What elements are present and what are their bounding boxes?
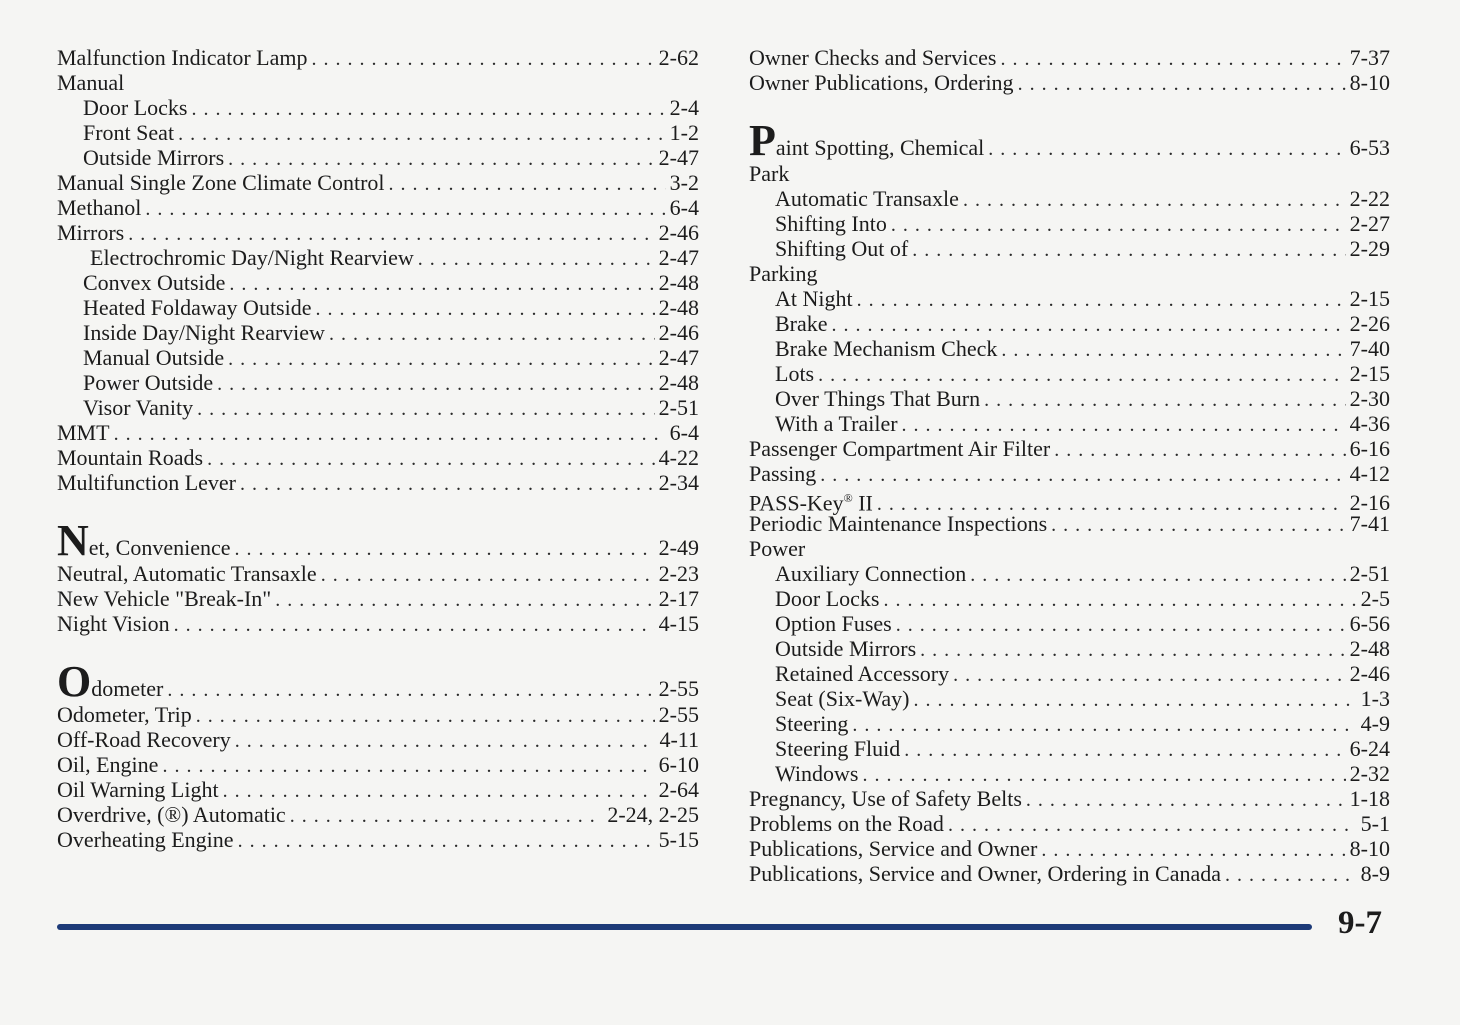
entry-page: 8-9 (1360, 861, 1390, 886)
entry-label: MMT (57, 420, 110, 445)
entry-page: 6-4 (669, 195, 699, 220)
passkey-suffix: II (852, 490, 873, 516)
leader-dots (240, 472, 655, 497)
section-n-first (57, 516, 699, 565)
leader-dots (238, 829, 655, 854)
index-entry (57, 320, 699, 345)
leader-dots (162, 754, 654, 779)
entry-label: Door Locks (83, 95, 188, 120)
entry-label: Publications, Service and Owner (749, 836, 1038, 861)
index-heading (57, 70, 699, 95)
entry-page: 2-23 (658, 561, 699, 586)
entry-label: Mountain Roads (57, 445, 204, 470)
index-entry (57, 370, 699, 395)
leader-dots (920, 638, 1346, 663)
leader-dots (290, 804, 604, 829)
entry-page: 4-36 (1349, 411, 1390, 436)
leader-dots (852, 713, 1356, 738)
entry-page: 4-22 (658, 445, 699, 470)
leader-dots (1026, 788, 1346, 813)
index-entry (749, 186, 1390, 211)
entry-page: 2-16 (1349, 490, 1390, 516)
leader-dots (311, 47, 654, 72)
index-entry (57, 295, 699, 320)
index-entry (749, 561, 1390, 586)
entry-page: 2-64 (658, 777, 699, 802)
index-entry (57, 586, 699, 611)
entry-page: 2-27 (1349, 211, 1390, 236)
index-entry (749, 45, 1390, 70)
entry-page: 4-15 (658, 611, 699, 636)
entry-label: Option Fuses (775, 611, 892, 636)
index-entry-passkey (749, 486, 1390, 516)
entry-label: Over Things That Burn (775, 386, 981, 411)
index-entry (749, 511, 1390, 536)
index-entry (749, 761, 1390, 786)
entry-label: Seat (Six-Way) (775, 686, 910, 711)
leader-dots (970, 563, 1345, 588)
entry-label: Overheating Engine (57, 827, 234, 852)
index-entry (57, 220, 699, 245)
index-entry (749, 286, 1390, 311)
entry-page: 2-55 (658, 702, 699, 727)
leader-dots (1054, 438, 1345, 463)
leader-dots (912, 238, 1345, 263)
entry-label: Windows (775, 761, 859, 786)
section-initial: P (749, 116, 776, 165)
entry-label: Manual Outside (83, 345, 225, 370)
index-entry (57, 420, 699, 445)
entry-page: 5-15 (658, 827, 699, 852)
index-column-left (57, 45, 699, 852)
leader-dots (948, 813, 1357, 838)
entry-page: 7-41 (1349, 511, 1390, 536)
entry-label: Off-Road Recovery (57, 727, 231, 752)
section-gap (57, 636, 699, 662)
entry-label: Odometer, Trip (57, 702, 192, 727)
index-entry (57, 611, 699, 636)
index-entry (749, 436, 1390, 461)
entry-label: Shifting Out of (775, 236, 909, 261)
leader-dots (128, 222, 654, 247)
section-p-first (749, 116, 1390, 165)
leader-dots (832, 313, 1346, 338)
entry-page: 8-10 (1349, 836, 1390, 861)
entry-page: 6-10 (658, 752, 699, 777)
leader-dots (902, 413, 1346, 438)
index-entry (57, 802, 699, 827)
leader-dots (984, 388, 1346, 413)
leader-dots (862, 763, 1345, 788)
leader-dots (1041, 838, 1345, 863)
entry-label: New Vehicle "Break-In" (57, 586, 272, 611)
entry-page: 2-49 (658, 535, 699, 560)
entry-page: 6-56 (1349, 611, 1390, 636)
index-entry (749, 461, 1390, 486)
index-entry (57, 95, 699, 120)
entry-label: Auxiliary Connection (775, 561, 967, 586)
index-entry (749, 611, 1390, 636)
entry-label: Oil, Engine (57, 752, 159, 777)
index-entry (57, 561, 699, 586)
entry-page: 2-46 (658, 220, 699, 245)
entry-label-rest: dometer (91, 676, 164, 701)
entry-label: Owner Publications, Ordering (749, 70, 1014, 95)
entry-label: Manual Single Zone Climate Control (57, 170, 385, 195)
index-entry (57, 345, 699, 370)
index-entry (749, 786, 1390, 811)
section-initial: N (57, 516, 89, 565)
entry-page: 2-48 (658, 270, 699, 295)
leader-dots (191, 97, 665, 122)
index-column-right (749, 45, 1390, 886)
leader-dots (1000, 47, 1345, 72)
index-heading-parking (749, 261, 1390, 286)
leader-dots (275, 588, 654, 613)
entry-page: 3-2 (669, 170, 699, 195)
entry-page: 6-53 (1349, 135, 1390, 160)
entry-label: Night Vision (57, 611, 170, 636)
entry-label: Brake (775, 311, 828, 336)
entry-page: 5-1 (1360, 811, 1390, 836)
entry-page: 2-48 (1349, 636, 1390, 661)
index-entry (57, 702, 699, 727)
leader-dots (1018, 72, 1346, 97)
leader-dots (207, 447, 655, 472)
index-entry (57, 270, 699, 295)
leader-dots (963, 188, 1346, 213)
entry-page: 4-12 (1349, 461, 1390, 486)
index-entry (749, 236, 1390, 261)
leader-dots (145, 197, 665, 222)
section-initial: O (57, 657, 92, 706)
entry-label: Methanol (57, 195, 142, 220)
leader-dots (321, 563, 655, 588)
entry-page: 2-62 (658, 45, 699, 70)
leader-dots (896, 613, 1346, 638)
entry-page: 2-47 (658, 345, 699, 370)
entry-label: Periodic Maintenance Inspections (749, 511, 1048, 536)
index-entry (749, 361, 1390, 386)
leader-dots (223, 779, 655, 804)
index-entry (749, 311, 1390, 336)
entry-label: Steering Fluid (775, 736, 901, 761)
entry-label: Problems on the Road (749, 811, 944, 836)
entry-label: Outside Mirrors (775, 636, 917, 661)
entry-page: 7-40 (1349, 336, 1390, 361)
entry-page: 2-51 (658, 395, 699, 420)
index-entry (57, 727, 699, 752)
entry-page: 2-24, 2-25 (607, 802, 699, 827)
index-entry (749, 586, 1390, 611)
leader-dots (174, 613, 655, 638)
leader-dots (891, 213, 1346, 238)
index-entry (749, 70, 1390, 95)
entry-page: 2-51 (1349, 561, 1390, 586)
entry-page: 6-24 (1349, 736, 1390, 761)
entry-label: Power Outside (83, 370, 214, 395)
leader-dots (197, 397, 655, 422)
leader-dots (820, 463, 1345, 488)
leader-dots (953, 663, 1346, 688)
page-number: 9-7 (1338, 905, 1382, 941)
entry-label: Outside Mirrors (83, 145, 225, 170)
leader-dots (418, 247, 655, 272)
entry-label: Retained Accessory (775, 661, 950, 686)
leader-dots (114, 422, 666, 447)
leader-dots (389, 172, 666, 197)
entry-label: Neutral, Automatic Transaxle (57, 561, 317, 586)
index-entry (57, 470, 699, 495)
entry-page: 2-32 (1349, 761, 1390, 786)
index-entry (57, 45, 699, 70)
entry-label: Owner Checks and Services (749, 45, 997, 70)
index-entry (749, 811, 1390, 836)
entry-page: 2-26 (1349, 311, 1390, 336)
footer-rule (57, 924, 1312, 930)
section-o-first (57, 657, 699, 706)
index-entry (57, 245, 699, 270)
entry-label: Mirrors (57, 220, 125, 245)
leader-dots (904, 738, 1345, 763)
entry-page: 7-37 (1349, 45, 1390, 70)
entry-page: 1-2 (669, 120, 699, 145)
index-entry (57, 395, 699, 420)
entry-page: 2-46 (1349, 661, 1390, 686)
entry-page: 8-10 (1349, 70, 1390, 95)
index-entry (57, 145, 699, 170)
entry-page: 2-48 (658, 370, 699, 395)
entry-label: Passing (749, 461, 817, 486)
entry-page: 1-3 (1360, 686, 1390, 711)
entry-page: 6-4 (669, 420, 699, 445)
entry-label: Publications, Service and Owner, Ordering in Canada (749, 861, 1221, 886)
leader-dots (818, 363, 1346, 388)
section-gap (57, 495, 699, 521)
index-entry (57, 195, 699, 220)
entry-label: Convex Outside (83, 270, 226, 295)
passkey-text: PASS-Key (749, 490, 844, 516)
index-entry (749, 386, 1390, 411)
index-entry (749, 836, 1390, 861)
index-entry (749, 336, 1390, 361)
entry-label: Front Seat (83, 120, 175, 145)
leader-dots (1001, 338, 1345, 363)
index-entry (749, 636, 1390, 661)
leader-dots (857, 288, 1346, 313)
leader-dots (988, 129, 1345, 169)
index-entry (749, 736, 1390, 761)
index-entry (57, 170, 699, 195)
entry-label: Multifunction Lever (57, 470, 237, 495)
leader-dots (196, 704, 655, 729)
entry-label: With a Trailer (775, 411, 898, 436)
index-heading-power (749, 536, 1390, 561)
index-entry (57, 120, 699, 145)
entry-label-rest: et, Convenience (88, 535, 231, 560)
leader-dots (178, 122, 666, 147)
leader-dots (229, 272, 654, 297)
entry-label: Brake Mechanism Check (775, 336, 998, 361)
entry-label: Oil Warning Light (57, 777, 219, 802)
leader-dots (228, 147, 655, 172)
registered-mark: ® (843, 491, 853, 505)
entry-page: 2-17 (658, 586, 699, 611)
leader-dots (1225, 863, 1357, 888)
entry-page: 2-22 (1349, 186, 1390, 211)
leader-dots (316, 297, 655, 322)
leader-dots (913, 688, 1356, 713)
leader-dots (228, 347, 655, 372)
entry-label: Lots (775, 361, 815, 386)
entry-label: Malfunction Indicator Lamp (57, 45, 308, 70)
index-entry (57, 777, 699, 802)
entry-page: 1-18 (1349, 786, 1390, 811)
entry-page: 2-47 (658, 145, 699, 170)
entry-label: Pregnancy, Use of Safety Belts (749, 786, 1022, 811)
entry-label: Park (749, 161, 790, 186)
entry-label: At Night (775, 286, 853, 311)
entry-label: Parking (749, 261, 818, 286)
entry-label: Overdrive, (®) Automatic (57, 802, 286, 827)
index-entry (749, 411, 1390, 436)
index-entry (57, 752, 699, 777)
index-entry (57, 445, 699, 470)
entry-label: Shifting Into (775, 211, 887, 236)
leader-dots (1051, 513, 1346, 538)
entry-page: 2-29 (1349, 236, 1390, 261)
entry-label: Door Locks (775, 586, 880, 611)
entry-page: 4-11 (659, 727, 699, 752)
leader-dots (883, 588, 1356, 613)
entry-label: Passenger Compartment Air Filter (749, 436, 1051, 461)
entry-page: 2-30 (1349, 386, 1390, 411)
entry-label: Inside Day/Night Rearview (83, 320, 325, 345)
entry-page: 4-9 (1360, 711, 1390, 736)
entry-page: 2-15 (1349, 361, 1390, 386)
entry-page: 2-55 (658, 676, 699, 701)
entry-label: Automatic Transaxle (775, 186, 959, 211)
entry-label: Manual (57, 70, 125, 95)
entry-label: Power (749, 536, 806, 561)
entry-page: 6-16 (1349, 436, 1390, 461)
index-entry (749, 686, 1390, 711)
entry-page: 2-5 (1360, 586, 1390, 611)
index-entry (57, 827, 699, 852)
entry-label-rest: aint Spotting, Chemical (775, 135, 985, 160)
leader-dots (329, 322, 655, 347)
section-gap (749, 95, 1390, 121)
index-entry (749, 661, 1390, 686)
entry-page: 2-34 (658, 470, 699, 495)
entry-page: 2-4 (669, 95, 699, 120)
entry-label: Steering (775, 711, 849, 736)
entry-page: 2-15 (1349, 286, 1390, 311)
entry-page: 2-47 (658, 245, 699, 270)
index-entry (749, 711, 1390, 736)
entry-page: 2-46 (658, 320, 699, 345)
entry-page: 2-48 (658, 295, 699, 320)
index-entry (749, 211, 1390, 236)
index-entry (749, 861, 1390, 886)
entry-label: Electrochromic Day/Night Rearview (90, 245, 414, 270)
leader-dots (235, 729, 656, 754)
leader-dots (217, 372, 655, 397)
entry-label: Visor Vanity (83, 395, 194, 420)
entry-label: Heated Foldaway Outside (83, 295, 312, 320)
